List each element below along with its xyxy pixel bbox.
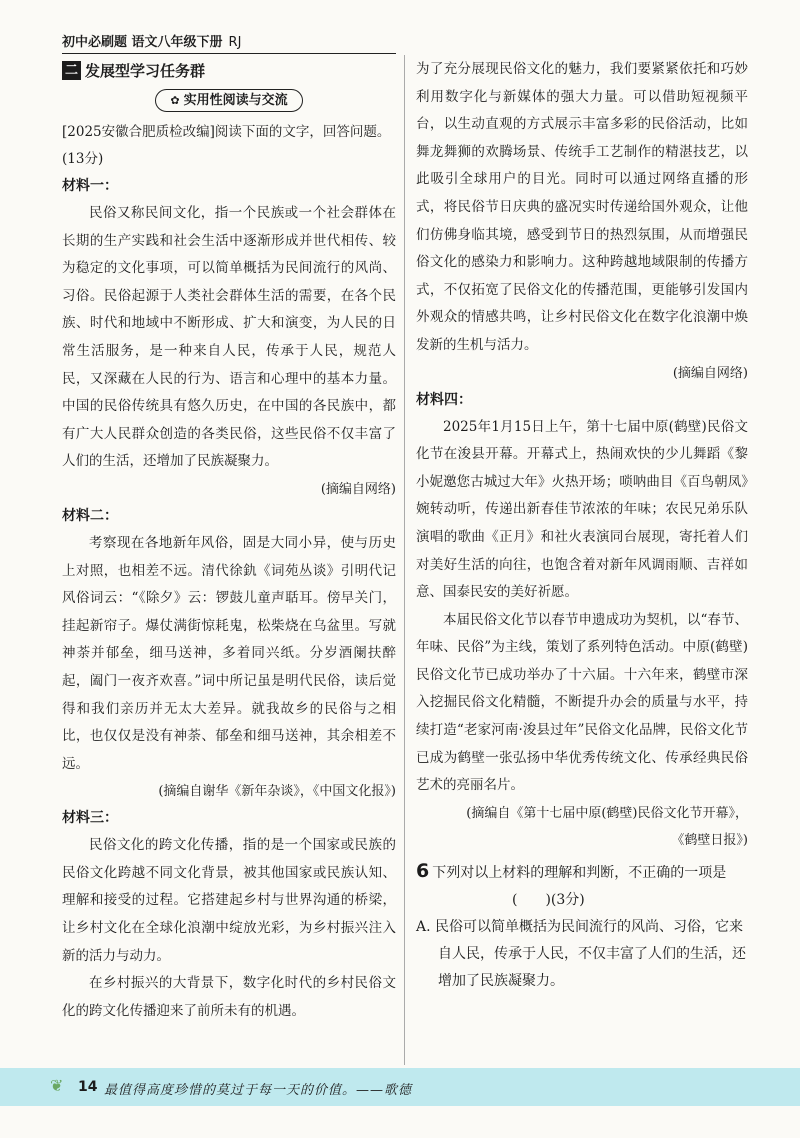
material-1-paragraph: 民俗又称民间文化，指一个民族或一个社会群体在长期的生产实践和社会生活中逐渐形成并世代相传、较为稳定的文化事项，可以简单概括为民间流行的风尚、习俗。民俗起源于人类社会群体生活的需要，在各个民族、时代和地域中不断形成、扩大和演变，为人民的日常生活服务，是一种来自人民，传承于人民，规范人民，又深藏在人民的行为、语言和心理中的基本力量。中国的民俗传统具有悠久历史，在中国的各民族中，都有广大人民群众创造的各类民俗，这些民俗不仅丰富了人们的生活，还增加了民族凝聚力。 bbox=[62, 205, 396, 470]
page-number: 14 bbox=[78, 1079, 98, 1095]
banner-label: 实用性阅读与交流 bbox=[183, 93, 288, 108]
material-2-paragraph: 考察现在各地新年风俗，固是大同小异，使与历史上对照，也相差不远。清代徐釚《词苑丛谈》引明代记风俗词云：“《除夕》云：锣鼓儿童声聒耳。傍早关门，挂起新帘子。爆仗满街惊耗鬼，松柴烧在乌盆里。写就神荼并郁垒，细马送神，多着同兴纸。分岁酒阑扶醉起，阖门一夜齐欢喜。”词中所记虽是明代民俗，读后觉得和我们亲历并无太大差异。就我故乡的民俗与之相比，也仅仅是没有神荼、郁垒和细马送神，其余相差不远。 bbox=[62, 534, 396, 772]
right-column bbox=[416, 56, 748, 995]
material-4-source-line-2: 《鹤壁日报》) bbox=[671, 832, 748, 848]
material-3-paragraph-2: 在乡村振兴的大背景下，数字化时代的乡村民俗文化的跨文化传播迎来了前所未有的机遇。 bbox=[62, 975, 396, 1019]
material-1-source: (摘编自网络) bbox=[320, 481, 396, 497]
footer-motto: 最值得高度珍惜的莫过于每一天的价值。——歌德 bbox=[104, 1083, 413, 1098]
material-4-paragraph-1: 2025年1月15日上午，第十七届中原(鹤壁)民俗文化节在浚县开幕。开幕式上，热闹欢快的少儿舞蹈《黎小妮邀您古城过大年》火热开场；唢呐曲目《百鸟朝凤》婉转动听，传递出新春佳节浓浓的年味；农民兄弟乐队演唱的歌曲《正月》和社火表演同台展现，寄托着人们对美好生活的向往，也饱含着对新年风调雨顺、吉祥如意、国泰民安的美好祈愿。 bbox=[416, 418, 748, 601]
header-rule bbox=[62, 53, 396, 54]
material-4-heading: 材料四： bbox=[416, 391, 472, 408]
book-title: 初中必刷题 语文八年级下册 bbox=[62, 35, 223, 50]
banner-wrap bbox=[62, 89, 396, 113]
task-banner bbox=[155, 89, 302, 112]
answer-paren: ( )(3分) bbox=[512, 891, 585, 908]
footer-band bbox=[0, 1068, 800, 1106]
leaf-icon: ❦ bbox=[50, 1076, 64, 1095]
material-1-heading: 材料一： bbox=[62, 178, 118, 194]
material-3-paragraph-1: 民俗文化的跨文化传播，指的是一个国家或民族的民俗文化跨越不同文化背景，被其他国家或民族认知、理解和接受的过程。它搭建起乡村与世界沟通的桥梁，让乡村文化在全球化浪潮中绽放光彩，为乡村振兴注入新的活力与动力。 bbox=[62, 837, 396, 964]
section-number: 二 bbox=[62, 61, 81, 80]
question-number: 6 bbox=[416, 859, 430, 882]
material-3-source: (摘编自网络) bbox=[672, 365, 748, 381]
question-6 bbox=[416, 858, 748, 914]
material-2-source: (摘编自谢华《新年杂谈》，《中国文化报》) bbox=[158, 784, 396, 800]
left-column bbox=[62, 58, 396, 1025]
material-3-heading: 材料三： bbox=[62, 810, 118, 827]
material-4-paragraph-2: 本届民俗文化节以春节申遗成功为契机，以“春节、年味、民俗”为主线，策划了系列特色活动。中原(鹤壁)民俗文化节已成功举办了十六届。十六年来，鹤壁市深入挖掘民俗文化精髓，不断提升办会的质量与水平，持续打造“老家河南·浚县过年”民俗文化品牌，民俗文化节已成为鹤壁一张弘扬中华优秀传统文化、传承经典民俗艺术的亮丽名片。 bbox=[416, 611, 748, 794]
section-title-text: 发展型学习任务群 bbox=[85, 61, 206, 80]
material-3-paragraph-2-continued: 为了充分展现民俗文化的魅力，我们要紧紧依托和巧妙利用数字化与新媒体的强大力量。可以借助短视频平台，以生动直观的方式展示丰富多彩的民俗活动，比如舞龙舞狮的欢腾场景、传统手工艺制作的精湛技艺，以此吸引全球用户的目光。同时可以通过网络直播的形式，将民俗节日庆典的盛况实时传递给国外观众，让他们仿佛身临其境，感受到节日的热烈氛围，从而增强民俗文化的感染力和影响力。这种跨越地域限制的传播方式，不仅拓宽了民俗文化的传播范围，更能够引发国内外观众的情感共鸣，让乡村民俗文化在数字化浪潮中焕发新的生机与活力。 bbox=[416, 61, 748, 353]
edition-tag: RJ bbox=[228, 35, 242, 50]
running-header bbox=[62, 31, 241, 50]
column-divider bbox=[404, 55, 405, 1065]
option-a: A. 民俗可以简单概括为民间流行的风尚、习俗，它来自人民，传承于人民，不仅丰富了人们的生活，还增加了民族凝聚力。 bbox=[416, 918, 746, 989]
question-stem: 下列对以上材料的理解和判断，不正确的一项是 bbox=[432, 864, 727, 881]
material-2-heading: 材料二： bbox=[62, 507, 118, 524]
question-intro: [2025安徽合肥质检改编]阅读下面的文字，回答问题。(13分) bbox=[62, 124, 391, 167]
material-4-source-line-1: (摘编自《第十七届中原(鹤壁)民俗文化节开幕》， bbox=[466, 805, 748, 821]
section-title bbox=[62, 58, 396, 82]
flower-icon: ✿ bbox=[170, 94, 180, 107]
